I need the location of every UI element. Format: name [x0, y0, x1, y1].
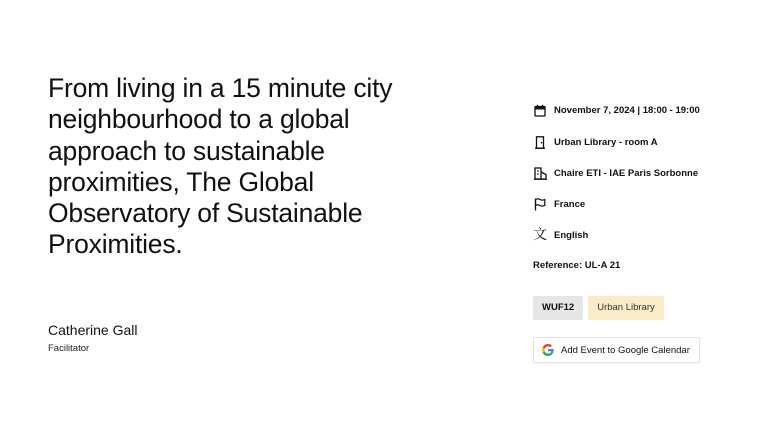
flag-icon — [533, 196, 547, 212]
category-tag[interactable]: Urban Library — [588, 296, 664, 320]
add-to-google-calendar-button[interactable] — [533, 337, 700, 363]
event-tags — [533, 296, 664, 320]
event-location-text: Urban Library - room A — [554, 136, 658, 148]
event-country-text: France — [554, 198, 586, 210]
event-language — [533, 226, 588, 244]
door-icon — [533, 134, 547, 150]
speaker-name: Catherine Gall — [48, 322, 138, 338]
event-language-text: English — [554, 229, 589, 241]
calendar-icon — [533, 102, 547, 118]
event-location — [533, 133, 658, 151]
event-datetime — [533, 101, 700, 119]
building-icon — [533, 165, 547, 181]
google-g-icon — [542, 344, 554, 356]
event-reference: Reference: UL-A 21 — [533, 260, 621, 271]
speaker-role: Facilitator — [48, 343, 90, 354]
add-to-google-calendar-label: Add Event to Google Calendar — [561, 344, 690, 356]
event-title: From living in a 15 minute city neighbourhood to a global approach to sustainable proximities, The Global Observatory of Sustainable Proximities. — [48, 73, 393, 260]
event-code-tag[interactable]: WUF12 — [533, 296, 583, 320]
event-organizer-text: Chaire ETI - IAE Paris Sorbonne — [554, 167, 699, 179]
event-organizer — [533, 164, 698, 182]
event-country — [533, 195, 585, 213]
translate-icon: 文 — [533, 227, 547, 243]
event-datetime-text: November 7, 2024 | 18:00 - 19:00 — [554, 104, 700, 116]
